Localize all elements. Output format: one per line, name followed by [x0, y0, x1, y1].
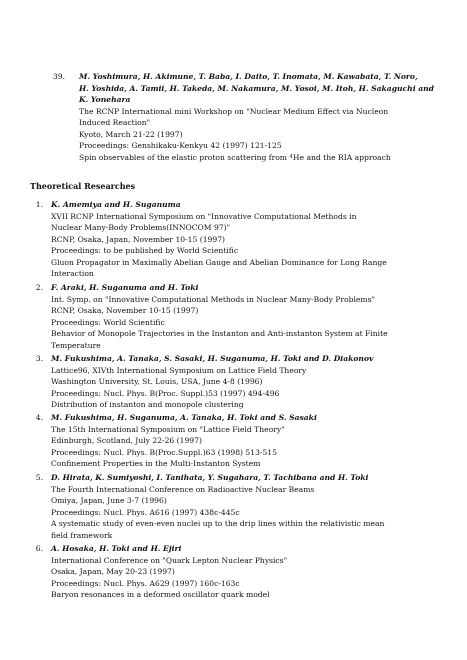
- text-line: Nuclear Many-Body Problems(INNOCOM 97)": [51, 223, 231, 232]
- entry-body: [51, 282, 388, 351]
- text-line: Temperature: [51, 340, 101, 350]
- entry-number: 4.: [35, 413, 43, 422]
- entry-number: 6.: [35, 544, 43, 553]
- text-line: The RCNP International mini Workshop on "Nuclear Medium Effect via Nucleon: [79, 106, 389, 116]
- text-line: Lattice96, XIVth International Symposium on Lattice Field Theory: [51, 365, 307, 375]
- author-line: F. Araki, H. Suganuma and H. Toki: [51, 283, 199, 292]
- text-line: The 15th International Symposium on "Lattice Field Theory": [51, 424, 285, 434]
- text-line: Interaction: [51, 269, 94, 278]
- entry-body: [51, 472, 384, 541]
- text-line: Omiya, Japan, June 3-7 (1996): [51, 496, 167, 505]
- entry-body: [51, 353, 373, 411]
- author-line: M. Fukushima, H. Suganuma, A. Tanaka, H. Toki and S. Sasaki: [51, 413, 317, 422]
- entry-number: 2.: [35, 283, 43, 292]
- text-line: Confinement Properties in the Multi-Instanton System: [51, 459, 261, 468]
- text-line: Proceedings: to be published by World Scientific: [51, 246, 239, 255]
- text-line: RCNP, Osaka, November 10-15 (1997): [51, 306, 199, 315]
- text-line: Distribution of instanton and monopole clustering: [51, 400, 244, 409]
- text-line: Int. Symp. on "Innovative Computational Methods in Nuclear Many-Body Problems": [51, 294, 376, 304]
- text-line: Proceedings: Nucl. Phys. B(Proc.Suppl.)63 (1998) 513-515: [51, 447, 277, 457]
- text-line: [79, 152, 434, 164]
- entry-number: 39.: [52, 72, 65, 81]
- text-line: Proceedings: World Scientific: [51, 317, 165, 327]
- text-line: Proceedings: Nucl. Phys. B(Proc. Suppl.)53 (1997) 494-496: [51, 388, 280, 398]
- entry-body: [79, 71, 434, 163]
- author-line: A. Hosaka, H. Toki and H. Ejiri: [51, 544, 182, 553]
- text-fragment: Spin observables of the elastic proton scattering from: [79, 152, 290, 162]
- author-line: M. Yoshimura, H. Akimune, T. Baba, I. Daito, T. Inomata, M. Kawabata, T. Noro,: [79, 72, 418, 81]
- entry-body: [51, 412, 317, 470]
- text-line: The Fourth International Conference on Radioactive Nuclear Beams: [51, 484, 315, 494]
- text-line: Gluon Propagator in Maximally Abelian Gauge and Abelian Dominance for Long Range: [51, 257, 387, 267]
- text-line: Osaka, Japan, May 20-23 (1997): [51, 567, 175, 576]
- superscript: 4: [289, 153, 293, 160]
- text-line: International Conference on "Quark Lepton Nuclear Physics": [51, 555, 288, 565]
- author-line: K. Amemiya and H. Suganuma: [51, 200, 181, 209]
- author-line: H. Yoshida, A. Tamii, H. Takeda, M. Nakamura, M. Yosoi, M. Itoh, H. Sakaguchi and: [79, 83, 434, 93]
- text-fragment: He and the RIA approach: [292, 152, 391, 162]
- text-line: Proceedings: Nucl. Phys. A616 (1997) 438c-445c: [51, 507, 240, 517]
- text-line: Edinburgh, Scotland, July 22-26 (1997): [51, 436, 202, 445]
- text-line: Proceedings: Nucl. Phys. A629 (1997) 160c-163c: [51, 578, 240, 588]
- text-line: field framework: [51, 530, 113, 540]
- text-line: XVII RCNP International Symposium on "Innovative Computational Methods in: [51, 211, 357, 221]
- author-line: M. Fukushima, A. Tanaka, S. Sasaki, H. Suganuma, H. Toki and D. Diakonov: [51, 354, 374, 363]
- entry-body: [51, 199, 387, 280]
- entry-number: 3.: [35, 354, 43, 363]
- text-line: Proceedings: Genshikaku-Kenkyu 42 (1997) 121-125: [79, 141, 282, 150]
- entry-number: 1.: [35, 200, 43, 209]
- text-line: RCNP, Osaka, Japan, November 10-15 (1997): [51, 234, 226, 244]
- entry-body: [51, 543, 287, 601]
- section-title: Theoretical Researches: [30, 181, 136, 191]
- author-line: D. Hirata, K. Sumiyoshi, I. Tanihata, Y. Sugahara, T. Tachibana and H. Toki: [51, 473, 369, 482]
- text-line: Behavior of Monopole Trajectories in the Instanton and Anti-instanton System at Finite: [51, 329, 388, 338]
- text-line: A systematic study of even-even nuclei up to the drip lines within the relativistic mean: [51, 519, 385, 528]
- author-line: K. Yonehara: [79, 95, 131, 104]
- entry-number: 5.: [35, 473, 43, 482]
- text-line: Kyoto, March 21-22 (1997): [79, 129, 183, 139]
- text-line: Induced Reaction": [79, 118, 151, 127]
- text-line: Baryon resonances in a deformed oscillator quark model: [51, 590, 270, 599]
- text-line: Washington University, St. Louis, USA, June 4-8 (1996): [51, 377, 263, 386]
